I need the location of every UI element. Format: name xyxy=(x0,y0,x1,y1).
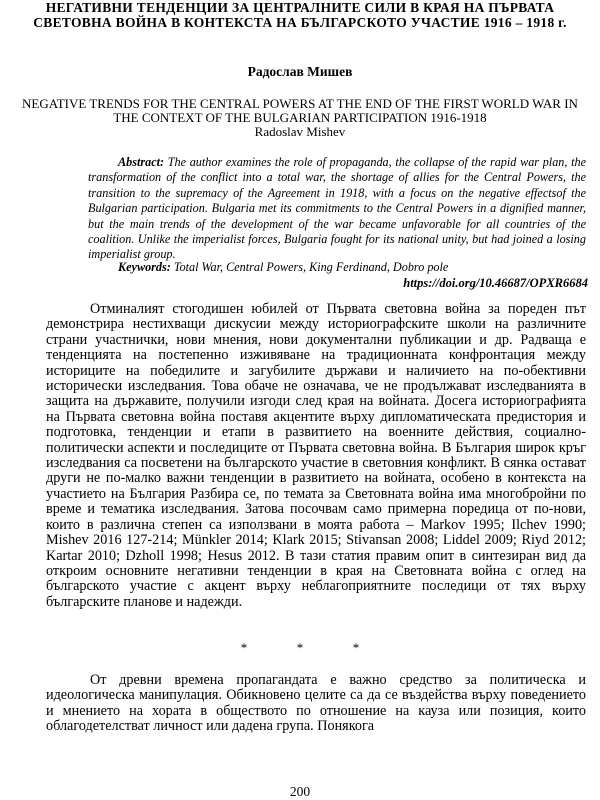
bulgarian-title: НЕГАТИВНИ ТЕНДЕНЦИИ ЗА ЦЕНТРАЛНИТЕ СИЛИ В КРАЯ НА ПЪРВАТА СВЕТОВНА ВОЙНА В КОНТЕКСТА НА БЪЛГАРСКОТО УЧАСТИЕ 1916 – 1918 г. xyxy=(33,0,567,30)
keywords-text: Total War, Central Powers, King Ferdinand, Dobro pole xyxy=(173,260,449,274)
abstract-label: Abstract: xyxy=(118,155,165,169)
section-separator xyxy=(0,640,600,656)
abstract-body xyxy=(88,155,586,263)
keywords xyxy=(88,260,586,275)
abstract-text: The author examines the role of propaganda, the collapse of the rapid war plan, the transformation of the conflict into a total war, the shortage of allies for the Central Powers, the transition to the supremacy of the Agreement in 1918, with a focus on the negative effectsof the Bulgarian participation. Bulgaria met its commitments to the Central Powers in a dignified manner, but the main trends of the development of the war became unfavorable for all countries of the coalition. Unlike the imperialist forces, Bulgaria fought for its national unity, but had joined a losing imperialist group. xyxy=(88,155,586,262)
body-paragraph-2: От древни времена пропагандата е важно средство за политическа и идеологическа манипулация. Обикновено целите са да се въздейства върху поведението и мнението на хората в обществото по отношение на кауза или позиция, които облагодетелстват личност или дадена група. Понякога xyxy=(46,672,586,735)
english-author: Radoslav Mishev xyxy=(254,124,346,139)
body-paragraph-1: Отминалият стогодишен юбилей от Първата световна война за пореден път демонстрира нестихващи дискусии между историографските школи на различните страни участнички, нови мнения, нови документални публикации и др. Радваща е тенденцията на постепенно изживяване на традиционната конфронтация между историците на победилите и загубилите държави и наличието на по-обективни исторически изследвания. Това обаче не означава, че не продължават изследванията в защита на държавите, получили изгоди след края на войната. Досега историографията на Първата световна война поставя акцентите върху дипломатическата предистория и подготовка, тенденции и етапи в развитието на военните действия, социално-политически аспекти и последиците от Първата световна война. В България широк кръг изследвания са посветени на българското участие в световния конфликт. В сянка остават други не по-малко важни тенденции в развитието на войната, особено в контекста на участието на България Разбира се, по темата за Световната война има многобройни по време и тематика изследвания. Затова посочвам само примерна поредица от по-нови, които в различна степен са използвани в моята работа – Markov 1995; Ilchev 1990; Mishev 2016 127-214; Münkler 2014; Klark 2015; Stivansan 2008; Liddel 2009; Riyd 2012; Kartar 2010; Dzholl 1998; Hesus 2012. В тази статия правим опит в синтезиран вид да откроим основните негативни тенденции в края на Световната война с оглед на българското участие с акцент върху неблагоприятните последици от тях върху българските планове и надежди. xyxy=(46,301,586,610)
separator-star: * xyxy=(296,640,304,655)
english-title: NEGATIVE TRENDS FOR THE CENTRAL POWERS AT THE END OF THE FIRST WORLD WAR IN THE CONTEXT OF THE BULGARIAN PARTICIPATION 1916-1918 xyxy=(22,96,578,125)
doi-link[interactable]: https://doi.org/10.46687/OPXR6684 xyxy=(403,276,588,290)
bulgarian-author: Радослав Мишев xyxy=(247,64,353,79)
separator-star: * xyxy=(240,640,248,655)
keywords-label: Keywords: xyxy=(118,260,171,274)
page-number: 200 xyxy=(289,784,311,799)
abstract xyxy=(88,155,586,263)
separator-star: * xyxy=(352,640,360,655)
